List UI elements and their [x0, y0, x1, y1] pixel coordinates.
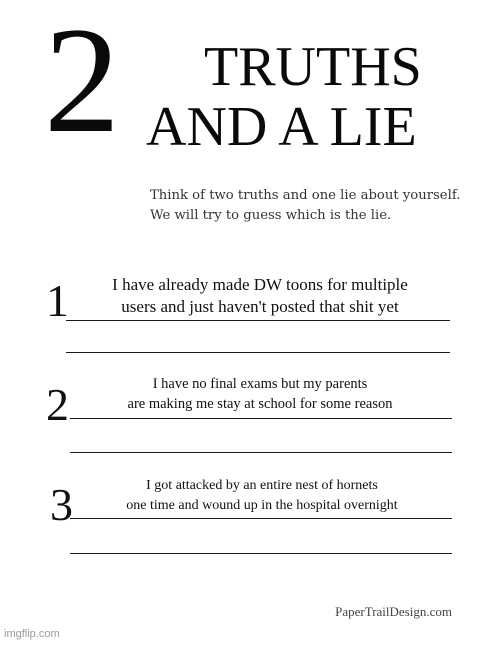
- answer-rule: [70, 418, 452, 419]
- credit-text: PaperTrailDesign.com: [335, 604, 452, 619]
- item-answer-1: [66, 274, 454, 318]
- item-answer-2-line-2: are making me stay at school for some reason: [127, 396, 393, 412]
- item-answer-3-line-1: I got attacked by an entire nest of hornets: [146, 478, 378, 493]
- answer-rule: [70, 553, 452, 554]
- answer-rule: [70, 518, 452, 519]
- item-answer-2-line-1: I have no final exams but my parents: [152, 376, 368, 392]
- instructions: [150, 186, 470, 226]
- item-answer-3: [70, 476, 454, 516]
- item-number-3: 3: [50, 479, 73, 530]
- item-answer-1-line-1: I have already made DW toons for multiple: [112, 275, 408, 294]
- item-answer-3-line-2: one time and wound up in the hospital overnight: [126, 498, 398, 513]
- item-number-2: 2: [46, 379, 69, 430]
- answer-rule: [66, 320, 450, 321]
- item-answer-2: [68, 374, 452, 414]
- answer-rule: [70, 452, 452, 453]
- title-number: 2: [44, 0, 118, 164]
- instructions-line-2: We will try to guess which is the lie.: [150, 208, 392, 223]
- item-number-1: 1: [46, 275, 69, 326]
- answer-rule: [66, 352, 450, 353]
- title-truths: TRUTHS: [204, 36, 422, 98]
- item-answer-1-line-2: users and just haven't posted that shit yet: [121, 297, 399, 316]
- instructions-line-1: Think of two truths and one lie about yourself.: [150, 188, 461, 203]
- imgflip-watermark: imgflip.com: [4, 628, 60, 640]
- title-and-a-lie: AND A LIE: [146, 96, 417, 158]
